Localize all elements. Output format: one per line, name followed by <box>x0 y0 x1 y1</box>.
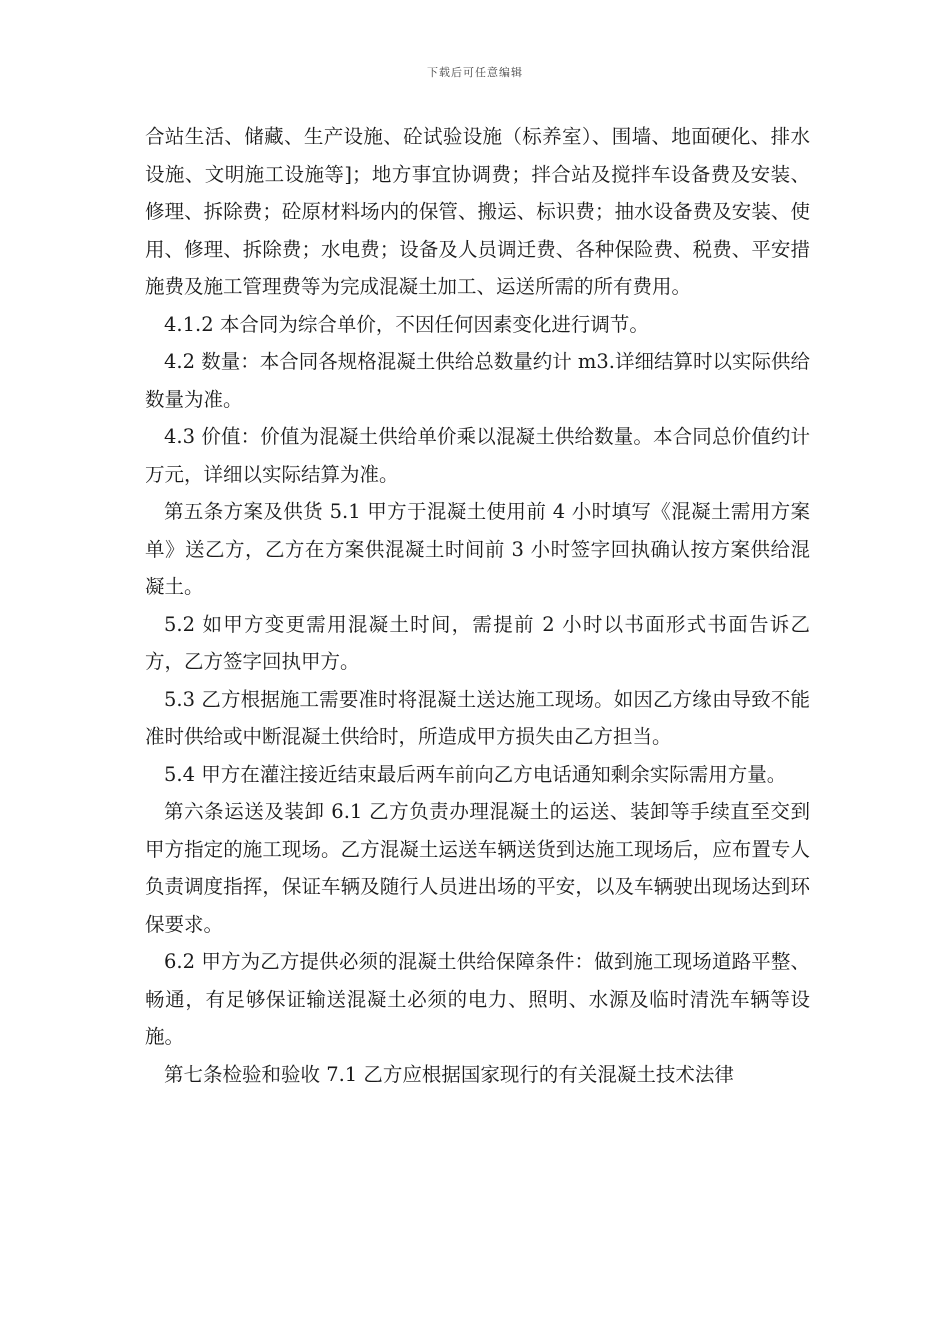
paragraph-5-3: 5.3 乙方根据施工需要准时将混凝土送达施工现场。如因乙方缘由导致不能准时供给或中断混凝土供给时，所造成甲方损失由乙方担当。 <box>145 687 810 748</box>
paragraph-4-1-2: 4.1.2 本合同为综合单价，不因任何因素变化进行调节。 <box>164 312 649 336</box>
paragraph-5-4: 5.4 甲方在灌注接近结束最后两车前向乙方电话通知剩余实际需用方量。 <box>164 762 787 786</box>
paragraph-6-2: 6.2 甲方为乙方提供必须的混凝土供给保障条件：做到施工现场道路平整、畅通，有足够保证输送混凝土必须的电力、照明、水源及临时清洗车辆等设施。 <box>145 950 810 1048</box>
paragraph-article-6: 第六条运送及装卸 6.1 乙方负责办理混凝土的运送、装卸等手续直至交到甲方指定的施工现场。乙方混凝土运送车辆送货到达施工现场后，应布置专人负责调度指挥，保证车辆及随行人员进出场的平安，以及车辆驶出现场达到环保要求。 <box>145 800 810 936</box>
paragraph-article-7: 第七条检验和验收 7.1 乙方应根据国家现行的有关混凝土技术法律 <box>164 1062 734 1086</box>
paragraph-continuation: 合站生活、储藏、生产设施、砼试验设施（标养室）、围墙、地面硬化、排水设施、文明施工设施等]；地方事宜协调费；拌合站及搅拌车设备费及安装、修理、拆除费；砼原材料场内的保管、搬运、标识费；抽水设备费及安装、使用、修理、拆除费；水电费；设备及人员调迁费、各种保险费、税费、平安措施费及施工管理费等为完成混凝土加工、运送所需的所有费用。 <box>145 125 810 298</box>
page-header: 下载后可任意编辑 <box>427 66 523 79</box>
paragraph-article-5: 第五条方案及供货 5.1 甲方于混凝土使用前 4 小时填写《混凝土需用方案单》送乙方，乙方在方案供混凝土时间前 3 小时签字回执确认按方案供给混凝土。 <box>145 500 810 598</box>
document-body <box>145 118 810 1093</box>
paragraph-4-2: 4.2 数量：本合同各规格混凝土供给总数量约计 m3.详细结算时以实际供给数量为准。 <box>145 350 811 411</box>
paragraph-5-2: 5.2 如甲方变更需用混凝土时间，需提前 2 小时以书面形式书面告诉乙方，乙方签字回执甲方。 <box>145 612 810 673</box>
paragraph-4-3: 4.3 价值：价值为混凝土供给单价乘以混凝土供给数量。本合同总价值约计万元，详细以实际结算为准。 <box>145 425 810 486</box>
